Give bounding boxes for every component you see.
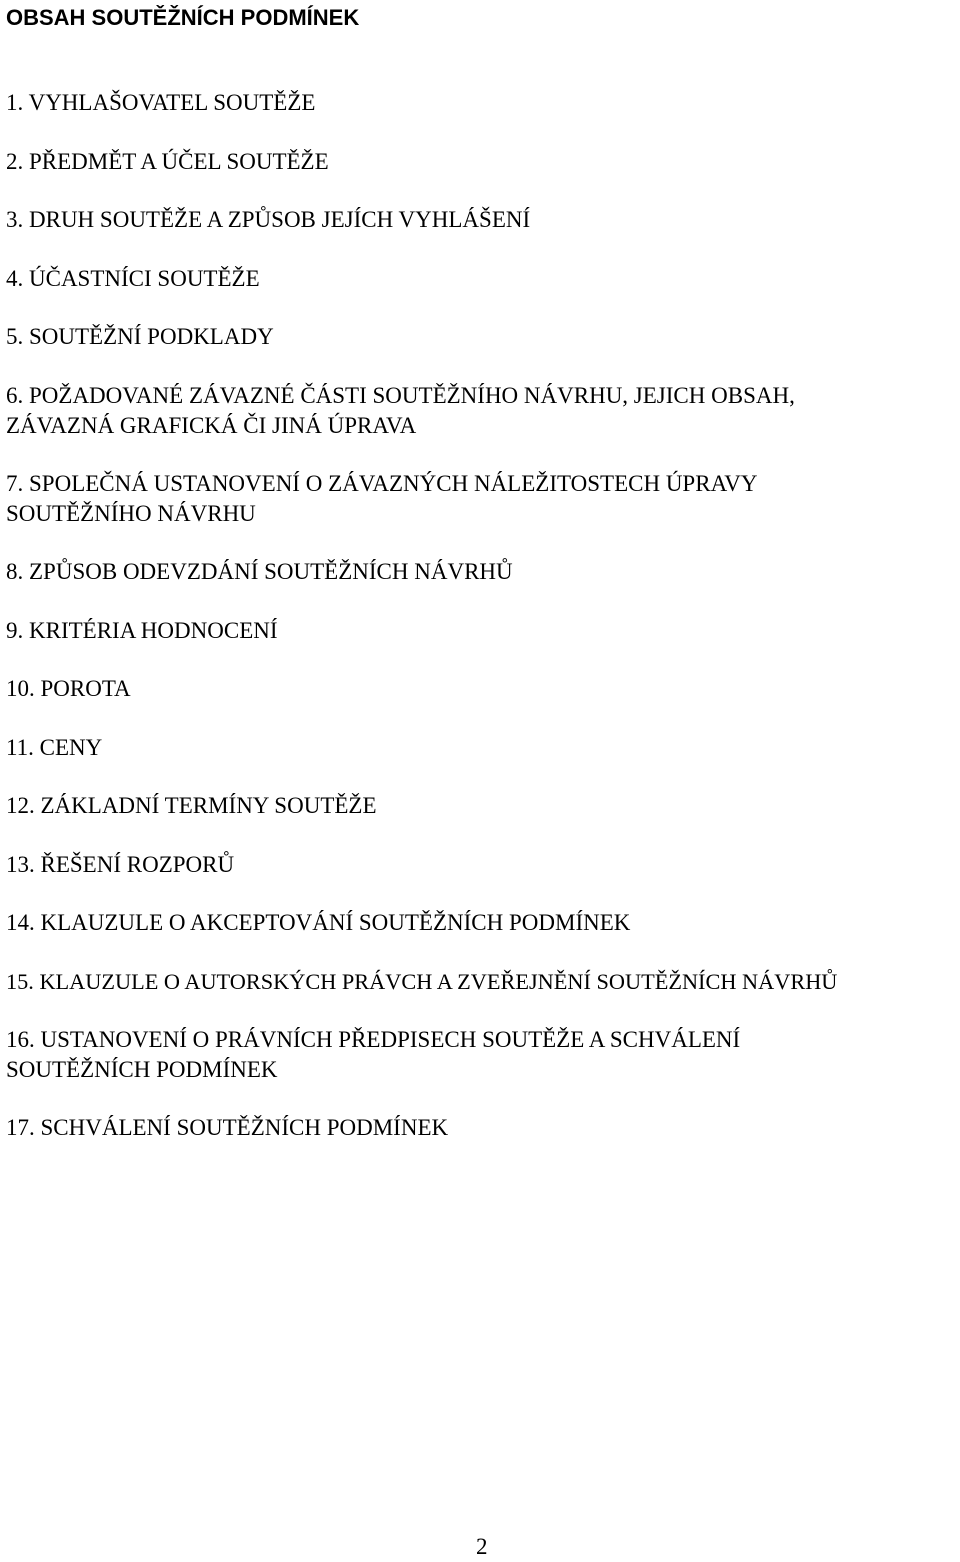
toc-line: 4. ÚČASTNÍCI SOUTĚŽE [6,266,260,291]
toc-item-7 [6,469,757,529]
toc-line: 2. PŘEDMĚT A ÚČEL SOUTĚŽE [6,149,329,174]
toc-item-10 [6,674,131,704]
toc-line: 16. USTANOVENÍ O PRÁVNÍCH PŘEDPISECH SOUTĚŽE A SCHVÁLENÍ [6,1027,741,1052]
toc-line: 9. KRITÉRIA HODNOCENÍ [6,618,278,643]
toc-item-11 [6,733,102,763]
toc-item-4 [6,264,260,294]
toc-item-5 [6,322,274,352]
toc-item-3 [6,205,530,235]
toc-item-16 [6,1025,740,1085]
toc-item-17 [6,1113,448,1143]
toc-line: 3. DRUH SOUTĚŽE A ZPŮSOB JEJÍCH VYHLÁŠENÍ [6,207,531,232]
toc-line: 5. SOUTĚŽNÍ PODKLADY [6,324,274,349]
toc-line: 13. ŘEŠENÍ ROZPORŮ [6,852,235,877]
page-title: OBSAH SOUTĚŽNÍCH PODMÍNEK [6,5,360,30]
page-number: 2 [476,1534,488,1559]
toc-line: 8. ZPŮSOB ODEVZDÁNÍ SOUTĚŽNÍCH NÁVRHŮ [6,559,513,584]
toc-line: SOUTĚŽNÍHO NÁVRHU [6,501,256,526]
toc-line: SOUTĚŽNÍCH PODMÍNEK [6,1057,278,1082]
toc-line: 12. ZÁKLADNÍ TERMÍNY SOUTĚŽE [6,793,377,818]
toc-item-15 [6,967,837,997]
toc-line: ZÁVAZNÁ GRAFICKÁ ČI JINÁ ÚPRAVA [6,413,417,438]
toc-line: 15. KLAUZULE O AUTORSKÝCH PRÁVCH A ZVEŘEJNĚNÍ SOUTĚŽNÍCH NÁVRHŮ [6,969,838,994]
toc-line: 7. SPOLEČNÁ USTANOVENÍ O ZÁVAZNÝCH NÁLEŽITOSTECH ÚPRAVY [6,471,758,496]
toc-line: 11. CENY [6,735,103,760]
toc-item-8 [6,557,513,587]
toc-line: 10. POROTA [6,676,131,701]
toc-item-9 [6,616,278,646]
toc-item-13 [6,850,234,880]
toc-item-6 [6,381,795,441]
toc-item-1 [6,88,315,118]
toc-line: 14. KLAUZULE O AKCEPTOVÁNÍ SOUTĚŽNÍCH PODMÍNEK [6,910,631,935]
toc-item-14 [6,908,630,938]
toc-line: 6. POŽADOVANÉ ZÁVAZNÉ ČÁSTI SOUTĚŽNÍHO NÁVRHU, JEJICH OBSAH, [6,383,795,408]
toc-item-2 [6,147,329,177]
toc-line: 17. SCHVÁLENÍ SOUTĚŽNÍCH PODMÍNEK [6,1115,449,1140]
toc-item-12 [6,791,377,821]
toc-line: 1. VYHLAŠOVATEL SOUTĚŽE [6,90,316,115]
